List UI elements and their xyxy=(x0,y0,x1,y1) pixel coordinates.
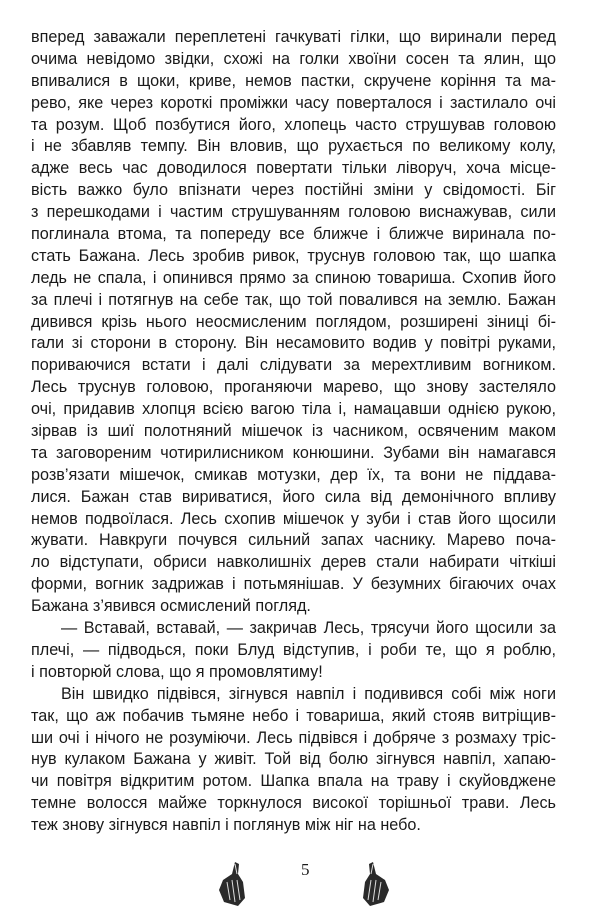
text-line: так, що аж побачив тьмяне небо і товариша, який стояв витріщив- xyxy=(31,706,556,725)
right-ornament-icon xyxy=(362,860,390,908)
text-line: ледь не спала, і опинився прямо за спиною товариша. Схопив його xyxy=(31,268,556,287)
text-line: ло відступати, обриси навколишніх дерев стали набирати чіткіші xyxy=(31,553,556,572)
text-line: нув кулаком Бажана у живіт. Той від болю зігнувся навпіл, хапаю- xyxy=(31,750,556,769)
text-line: і повторюй слова, що я промовлятиму! xyxy=(31,662,323,681)
text-line: чи повітря відкритим ротом. Шапка впала на траву і скуйовджене xyxy=(31,772,556,791)
text-line: плечі, — підводься, поки Блуд відступив, і роби те, що я роблю, xyxy=(31,640,556,659)
text-line: Бажана з’явився осмислений погляд. xyxy=(31,597,311,616)
text-line: зірвав із шиї полотняний мішечок із часником, освяченим маком xyxy=(31,422,556,441)
text-line: адже весь час доводилося повертати тільки ліворуч, хоча місце- xyxy=(31,159,556,178)
text-line: Лесь труснув головою, проганяючи марево, що знову застеляло xyxy=(31,378,556,397)
page-body-text xyxy=(31,27,556,837)
text-line: теж знову зігнувся навпіл і поглянув між ніг на небо. xyxy=(31,816,421,835)
text-line: лися. Бажан став вириватися, його сила від демонічного впливу xyxy=(31,487,556,506)
text-line: очі, придавив хлопця всією вагою тіла і, намацавши однією рукою, xyxy=(31,400,556,419)
text-line: рево, яке через короткі проміжки часу поверталося і застилало очі xyxy=(31,93,556,112)
text-line: очима невідомо звідки, схожі на голки хвоїни сосен та ялин, що xyxy=(31,49,556,68)
text-line: ши очі і нічого не розуміючи. Лесь підвівся і добряче з розмаху тріс- xyxy=(31,728,556,747)
text-line: вперед заважали переплетені гачкуваті гілки, що виринали перед xyxy=(31,28,556,46)
text-line: гали зі сторони в сторону. Він несамовито водив у повітрі руками, xyxy=(31,334,556,353)
text-line: та розум. Щоб позбутися його, хлопець часто струшував головою xyxy=(31,115,556,134)
text-line: — Вставай, вставай, — закричав Лесь, трясучи його щосили за xyxy=(61,619,556,638)
text-line: вість важко було впізнати через постійні зміни у свідомості. Біг xyxy=(31,181,556,200)
text-line: форми, вогник задрижав і потьмянішав. У безумних бігаючих очах xyxy=(31,575,556,594)
text-line: поглинала втома, та попереду все ближче і ближче виринала по- xyxy=(31,225,556,244)
text-line: темне волосся майже торкнулося високої торішньої трави. Лесь xyxy=(31,794,556,813)
text-line: з перешкодами і частим струшуванням головою виснажував, сили xyxy=(31,203,556,222)
text-line: розв’язати мішечок, смикав мотузки, дер їх, та вони не піддава- xyxy=(31,465,556,484)
text-line: впивалися в щоки, криве, немов пастки, скручене коріння та ма- xyxy=(31,71,556,90)
page-number: 5 xyxy=(301,860,310,879)
text-line: немов подвоїлася. Лесь схопив мішечок у зуби і став його щосили xyxy=(31,509,556,528)
text-line: жувати. Навкруги почувся сильний запах часнику. Марево поча- xyxy=(31,531,556,550)
left-ornament-icon xyxy=(218,860,246,908)
text-line: Він швидко підвівся, зігнувся навпіл і подивився собі між ноги xyxy=(61,684,556,703)
text-line: дивився крізь нього неосмисленим поглядом, розширені зіниці бі- xyxy=(31,312,556,331)
text-line: за плечі і потягнув на себе так, що той повалився на землю. Бажан xyxy=(31,290,556,309)
text-line: пориваючися встати і далі слідувати за мерехтливим вогником. xyxy=(31,356,556,375)
text-line: та заговореним чотирилисником конюшини. Зубами він намагався xyxy=(31,443,556,462)
text-line: стать Бажана. Лесь зробив ривок, труснув головою так, що шапка xyxy=(31,246,556,265)
text-line: і не збавляв темпу. Він вловив, що рухається по великому колу, xyxy=(31,137,556,156)
